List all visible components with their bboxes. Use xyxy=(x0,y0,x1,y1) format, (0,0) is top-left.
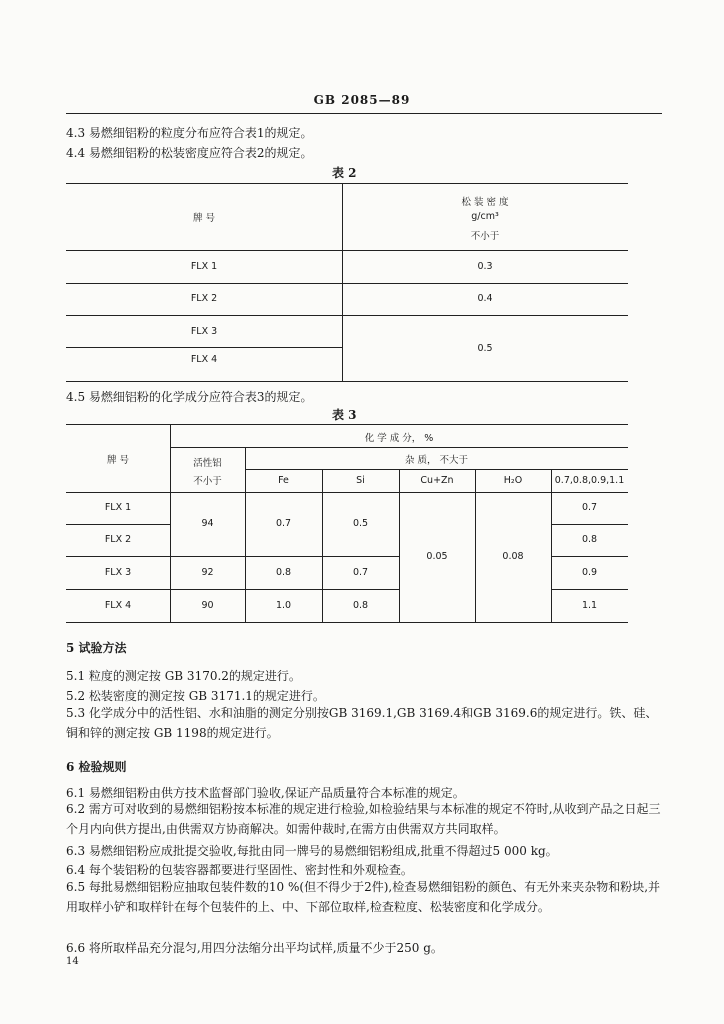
clause-6-1: 6.1 易燃细铝粉由供方技术监督部门验收,保证产品质量符合本标准的规定。 xyxy=(66,786,465,800)
table2-grade-cell: FLX 2 xyxy=(190,293,218,304)
table3-oil-header: 0.7,0.8,0.9,1.1 xyxy=(554,475,625,486)
table3-active-al-cell: 90 xyxy=(201,600,214,611)
table2-grade-cell: FLX 1 xyxy=(190,261,218,272)
table2-density-limit: 不小于 xyxy=(470,231,500,242)
header-rule xyxy=(66,113,662,114)
page-number: 14 xyxy=(66,956,79,967)
table3-fe-header: Fe xyxy=(278,475,289,486)
table3-cuzn-header: Cu+Zn xyxy=(420,475,454,486)
table2-value-cell: 0.4 xyxy=(477,293,493,304)
standard-code-header: GB 2085—89 xyxy=(313,93,411,107)
table3-caption: 表 3 xyxy=(332,408,357,422)
section5-title: 5 试验方法 xyxy=(66,641,127,655)
table2-value-cell: 0.5 xyxy=(477,343,493,354)
table3-impurity-header: 杂 质， 不大于 xyxy=(404,455,469,466)
table3-cuzn-cell: 0.05 xyxy=(426,551,448,562)
table3-fe-cell: 0.8 xyxy=(275,567,292,578)
clause-6-4: 6.4 每个装铝粉的包装容器都要进行坚固性、密封性和外观检查。 xyxy=(66,863,413,877)
table3-h2o-header: H₂O xyxy=(503,475,523,486)
table2-value-cell: 0.3 xyxy=(477,261,493,272)
table3-h2o-cell: 0.08 xyxy=(502,551,524,562)
clause-5-2: 5.2 松装密度的测定按 GB 3171.1的规定进行。 xyxy=(66,689,325,703)
table3-si-cell: 0.7 xyxy=(352,567,369,578)
table3-oil-cell: 0.7 xyxy=(581,502,598,513)
clause-4-5: 4.5 易燃细铝粉的化学成分应符合表3的规定。 xyxy=(66,390,313,404)
table2-grade-header: 牌 号 xyxy=(192,213,216,224)
table2-density-header: 松 装 密 度 xyxy=(461,197,509,208)
section6-title: 6 检验规则 xyxy=(66,760,127,774)
table3-oil-cell: 0.8 xyxy=(581,534,598,545)
table3-grade-cell: FLX 2 xyxy=(104,534,132,545)
table3-oil-cell: 1.1 xyxy=(581,600,598,611)
table3-chem-header: 化 学 成 分， % xyxy=(364,433,434,444)
table3-active-al-cell: 94 xyxy=(201,518,214,529)
clause-5-3: 5.3 化学成分中的活性铝、水和油脂的测定分别按GB 3169.1,GB 3169.4和GB 3169.6的规定进行。铁、硅、铜和锌的测定按 GB 1198的规定进行。 xyxy=(66,706,658,740)
table2-grade-cell: FLX 4 xyxy=(190,354,218,365)
clause-4-4: 4.4 易燃细铝粉的松装密度应符合表2的规定。 xyxy=(66,146,313,160)
table3-fe-cell: 0.7 xyxy=(275,518,292,529)
table3-grade-header: 牌 号 xyxy=(106,455,130,466)
table2-caption: 表 2 xyxy=(332,166,357,180)
table3-grade-cell: FLX 3 xyxy=(104,567,132,578)
table3-oil-cell: 0.9 xyxy=(581,567,598,578)
table2-grade-cell: FLX 3 xyxy=(190,326,218,337)
clause-6-3: 6.3 易燃细铝粉应成批提交验收,每批由同一牌号的易燃细铝粉组成,批重不得超过5 000 kg。 xyxy=(66,844,558,858)
clause-5-1: 5.1 粒度的测定按 GB 3170.2的规定进行。 xyxy=(66,669,301,683)
table3-active-al-header: 活性铝 xyxy=(193,458,222,469)
table3-active-al-limit: 不小于 xyxy=(193,476,222,487)
table3-grade-cell: FLX 1 xyxy=(104,502,132,513)
clause-6-5: 6.5 每批易燃细铝粉应抽取包装件数的10 %(但不得少于2件),检查易燃细铝粉的颜色、有无外来夹杂物和粉块,并用取样小铲和取样针在每个包装件的上、中、下部位取样,检查粒度、松装密度和化学成分。 xyxy=(66,880,661,914)
table3-grade-cell: FLX 4 xyxy=(104,600,132,611)
clause-4-3: 4.3 易燃细铝粉的粒度分布应符合表1的规定。 xyxy=(66,126,313,140)
table2-density-unit: g/cm³ xyxy=(471,211,499,222)
table3-si-cell: 0.5 xyxy=(352,518,369,529)
table3-fe-cell: 1.0 xyxy=(275,600,292,611)
clause-6-2: 6.2 需方可对收到的易燃细铝粉按本标准的规定进行检验,如检验结果与本标准的规定不符时,从收到产品之日起三个月内向供方提出,由供需双方协商解决。如需仲裁时,在需方由供需双方共同取样。 xyxy=(66,802,661,836)
table3-si-cell: 0.8 xyxy=(352,600,369,611)
table3-active-al-cell: 92 xyxy=(201,567,214,578)
table3-si-header: Si xyxy=(356,475,365,486)
clause-6-6: 6.6 将所取样品充分混匀,用四分法缩分出平均试样,质量不少于250 g。 xyxy=(66,941,443,955)
